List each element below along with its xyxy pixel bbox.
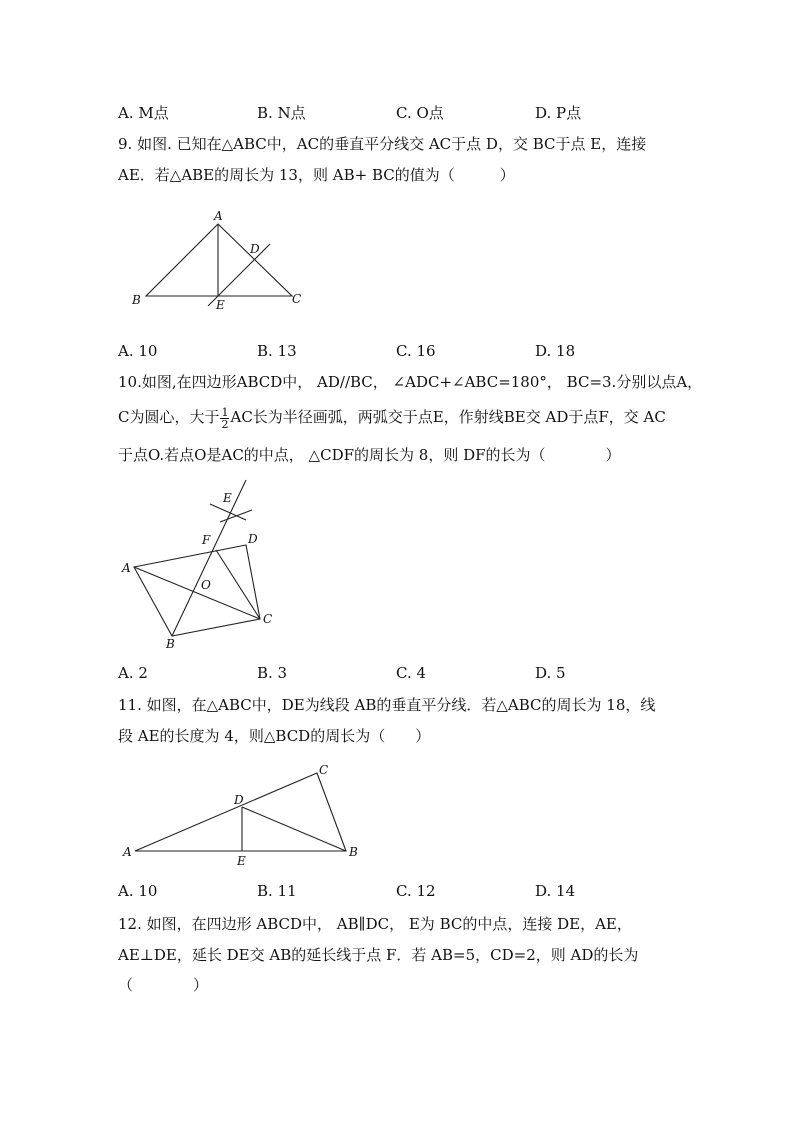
q9-option-d[interactable]: D. 18 — [535, 342, 576, 360]
q10-label-c: C — [263, 612, 273, 626]
q8-option-b[interactable]: B. N点 — [257, 104, 306, 122]
q12-text-line1: 12. 如图，在四边形 ABCD中， AB∥DC， E为 BC的中点，连接 DE，AE， — [118, 915, 632, 933]
q9-text-line1: 9. 如图. 已知在△ABC中，AC的垂直平分线交 AC于点 D，交 BC于点 E，连接 — [118, 135, 647, 153]
q10-ray-be — [172, 480, 246, 636]
q11-options — [118, 882, 678, 902]
q10-options — [118, 664, 678, 684]
q8-option-d[interactable]: D. P点 — [535, 104, 582, 122]
q10-arc-mark-2 — [220, 510, 252, 522]
q10-quadrilateral-abcd — [134, 545, 260, 636]
q9-option-c[interactable]: C. 16 — [396, 342, 436, 360]
q9-triangle-abc — [146, 224, 292, 296]
q11-label-b: B — [349, 845, 358, 859]
q10-option-a[interactable]: A. 2 — [118, 664, 148, 682]
q10-line2-prefix: C为圆心，大于 — [118, 408, 220, 426]
q10-text-line2 — [118, 404, 666, 430]
q9-perpendicular-bisector — [208, 244, 270, 306]
q11-text-line2: 段 AE的长度为 4，则△BCD的周长为（ ） — [118, 727, 431, 745]
q9-label-a: A — [214, 209, 223, 223]
q8-option-c[interactable]: C. O点 — [396, 104, 444, 122]
q9-label-c: C — [292, 292, 302, 306]
q10-label-d: D — [248, 532, 258, 546]
q11-triangle-abc — [135, 773, 346, 851]
q11-label-d: D — [234, 793, 244, 807]
q9-option-b[interactable]: B. 13 — [257, 342, 297, 360]
q10-line2-suffix: AC长为半径画弧，两弧交于点E，作射线BE交 AD于点F，交 AC — [230, 408, 666, 426]
q10-text-line1: 10.如图,在四边形ABCD中， AD//BC， ∠ADC+∠ABC=180°， BC=3.分别以点A， — [118, 373, 703, 391]
q11-label-e: E — [237, 854, 246, 868]
q10-option-d[interactable]: D. 5 — [535, 664, 566, 682]
q10-label-b: B — [166, 637, 175, 651]
q10-label-a: A — [122, 561, 131, 575]
q10-figure — [110, 478, 310, 653]
q11-segment-db — [242, 807, 346, 851]
q9-label-d: D — [250, 242, 260, 256]
q9-figure — [120, 205, 320, 315]
q10-option-b[interactable]: B. 3 — [257, 664, 288, 682]
q10-label-f: F — [202, 533, 211, 547]
q9-options — [118, 342, 678, 362]
q10-text-line3: 于点O.若点O是AC的中点， △CDF的周长为 8，则 DF的长为（ ） — [118, 446, 621, 464]
q11-text-line1: 11. 如图，在△ABC中，DE为线段 AB的垂直平分线．若△ABC的周长为 18，线 — [118, 696, 656, 714]
q9-label-b: B — [132, 293, 141, 307]
q11-figure — [118, 758, 368, 868]
q11-label-c: C — [319, 763, 329, 777]
q10-fraction-denominator: 2 — [221, 417, 229, 431]
q10-fraction-numerator: 1 — [221, 405, 229, 419]
q10-diagonal-ac — [134, 567, 260, 619]
q8-option-a[interactable]: A. M点 — [118, 104, 169, 122]
q11-option-a[interactable]: A. 10 — [118, 882, 158, 900]
q12-text-line3: （ ） — [118, 976, 209, 994]
q10-option-c[interactable]: C. 4 — [396, 664, 427, 682]
q9-label-e: E — [216, 298, 225, 312]
q9-option-a[interactable]: A. 10 — [118, 342, 158, 360]
q10-label-e: E — [223, 491, 232, 505]
q11-option-c[interactable]: C. 12 — [396, 882, 436, 900]
q9-text-line2: AE．若△ABE的周长为 13，则 AB+ BC的值为（ ） — [118, 166, 515, 184]
q12-text-line2: AE⊥DE，延长 DE交 AB的延长线于点 F．若 AB=5，CD=2，则 AD的长为 — [118, 946, 639, 964]
q11-label-a: A — [123, 845, 132, 859]
q11-option-b[interactable]: B. 11 — [257, 882, 297, 900]
q10-label-o: O — [201, 578, 211, 592]
q10-fraction — [220, 407, 229, 430]
q8-options — [118, 102, 678, 122]
q11-option-d[interactable]: D. 14 — [535, 882, 576, 900]
